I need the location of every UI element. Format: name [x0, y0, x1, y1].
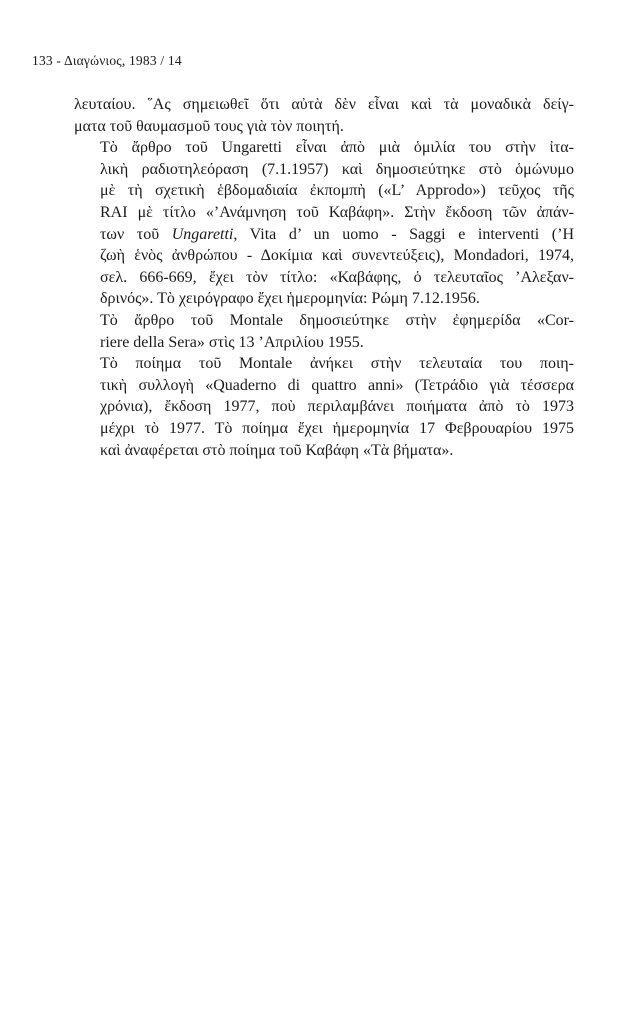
text-line: RAI μὲ τίτλο «’Ανάμνηση τοῦ Καβάφη». Στὴν ἔκδοση τῶν ἀπάν-	[100, 203, 574, 221]
text-line: μὲ τὴ σχετικὴ ἑβδομαδιαία ἐκπομπὴ («L’ Approdo») τεῦχος τῆς	[100, 182, 574, 200]
text-line: λευταίου. ῞Ας σημειωθεῖ ὅτι αὐτὰ δὲν εἶναι καὶ τὰ μοναδικὰ δείγ-	[74, 96, 574, 113]
text-line: τικὴ συλλογὴ «Quaderno di quattro anni» (Τετράδιο γιὰ τέσσερα	[100, 376, 574, 394]
text-line: χρόνια), ἔκδοση 1977, ποὺ περιλαμβάνει ποιήματα ἀπὸ τὸ 1973	[100, 398, 574, 416]
paragraph	[74, 94, 574, 137]
text-line: ζωὴ ἑνὸς ἀνθρώπου - Δοκίμια καὶ συνεντεύξεις), Mondadori, 1974,	[100, 247, 574, 265]
text-line: Τὸ ποίημα τοῦ Montale ἀνήκει στὴν τελευταία του ποιη-	[100, 355, 574, 373]
text-line: δρινός». Τὸ χειρόγραφο ἔχει ἡμερομηνία: Ρώμη 7.12.1956.	[100, 290, 480, 308]
text-line: Τὸ ἄρθρο τοῦ Ungaretti εἶναι ἀπὸ μιὰ ὁμιλία του στὴν ἰτα-	[100, 139, 574, 157]
paragraph	[74, 137, 574, 310]
text-line: μέχρι τὸ 1977. Τὸ ποίημα ἔχει ἡμερομηνία 17 Φεβρουαρίου 1975	[100, 419, 574, 437]
paragraph	[74, 310, 574, 353]
text-line: λικὴ ραδιοτηλεόραση (7.1.1957) καὶ δημοσιεύτηκε στὸ ὁμώνυμο	[100, 160, 574, 178]
author-name-italic: Ungaretti	[171, 225, 234, 243]
text-line: riere della Sera» στὶς 13 ’Απριλίου 1955.	[100, 333, 364, 351]
text-line: Τὸ ἄρθρο τοῦ Montale δημοσιεύτηκε στὴν ἐφημερίδα «Cor-	[100, 311, 574, 329]
text-line: ματα τοῦ θαυμασμοῦ τους γιὰ τὸν ποιητή.	[74, 117, 344, 135]
text-line: καὶ ἀναφέρεται στὸ ποίημα τοῦ Καβάφη «Τὰ βήματα».	[100, 441, 454, 459]
text-line: σελ. 666-669, ἔχει τὸν τίτλο: «Καβάφης, ὁ τελευταῖος ’Αλεξαν-	[100, 268, 574, 286]
paragraph	[74, 353, 574, 461]
running-head: 133 - Διαγώνιος, 1983 / 14	[32, 53, 182, 68]
body-text	[74, 94, 574, 461]
text-line: των τοῦ Ungaretti, Vita d’ un uomo - Saggi e interventi (’Η	[100, 225, 575, 243]
